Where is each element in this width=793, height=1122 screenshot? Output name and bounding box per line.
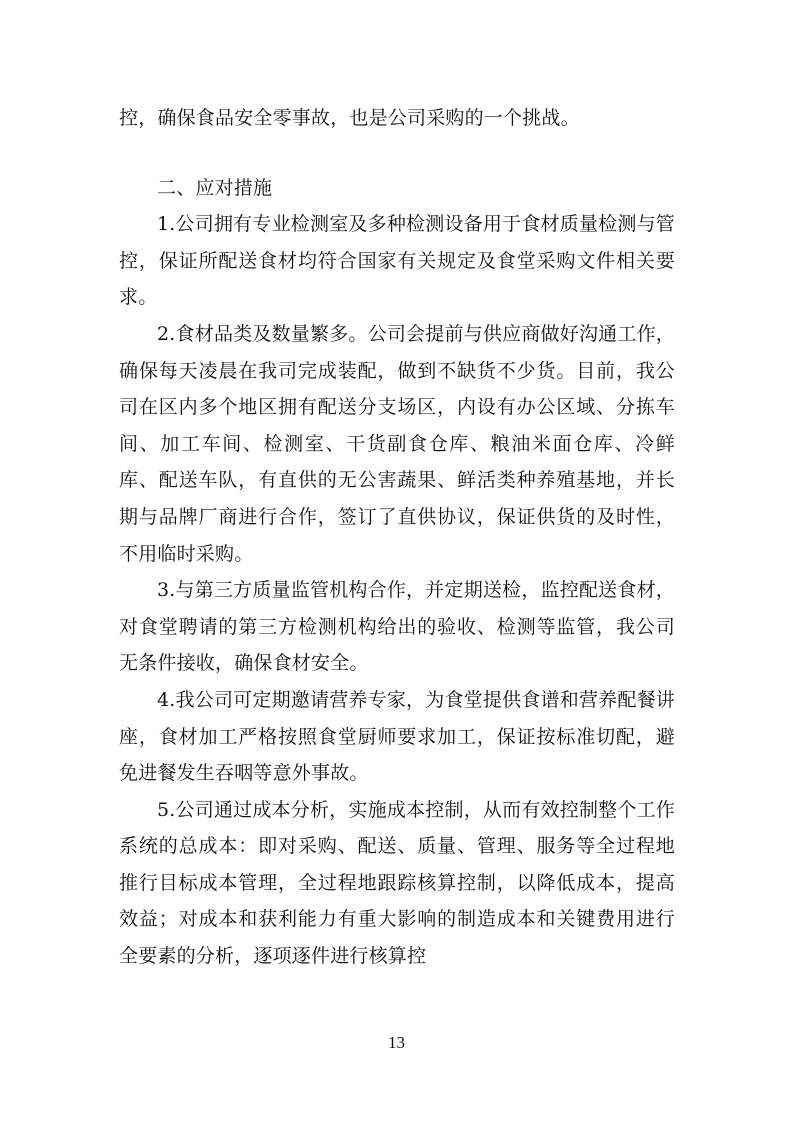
paragraph-item-3: 3.与第三方质量监管机构合作，并定期送检，监控配送食材，对食堂聘请的第三方检测机构给出的验收、检测等监管，我公司无条件接收，确保食材安全。: [119, 579, 675, 675]
paragraph-continuation: 控，确保食品安全零事故，也是公司采购的一个挑战。: [119, 107, 580, 129]
paragraph-item-4: 4.我公司可定期邀请营养专家，为食堂提供食谱和营养配餐讲座，食材加工严格按照食堂厨师要求加工，保证按标准切配，避免进餐发生吞咽等意外事故。: [119, 688, 675, 785]
body-text: [119, 100, 675, 975]
page-number: 13: [388, 1033, 405, 1052]
paragraph-item-2: 2.食材品类及数量繁多。公司会提前与供应商做好沟通工作，确保每天凌晨在我司完成装配，做到不缺货不少货。目前，我公司在区内多个地区拥有配送分支场区，内设有办公区域、分拣车间、加工车间、检测室、干货副食仓库、粮油米面仓库、冷鲜库、配送车队，有直供的无公害蔬果、鲜活类种养殖基地，并长期与品牌厂商进行合作，签订了直供协议，保证供货的及时性，不用临时采购。: [119, 322, 675, 565]
section-heading: 二、应对措施: [157, 176, 273, 199]
paragraph-item-1: 1.公司拥有专业检测室及多种检测设备用于食材质量检测与管控，保证所配送食材均符合国家有关规定及食堂采购文件相关要求。: [119, 213, 675, 309]
paragraph-item-5: 5.公司通过成本分析，实施成本控制，从而有效控制整个工作系统的总成本：即对采购、配送、质量、管理、服务等全过程地推行目标成本管理，全过程地跟踪核算控制，以降低成本，提高效益；对成本和获利能力有重大影响的制造成本和关键费用进行全要素的分析，逐项逐件进行核算控: [119, 798, 675, 968]
